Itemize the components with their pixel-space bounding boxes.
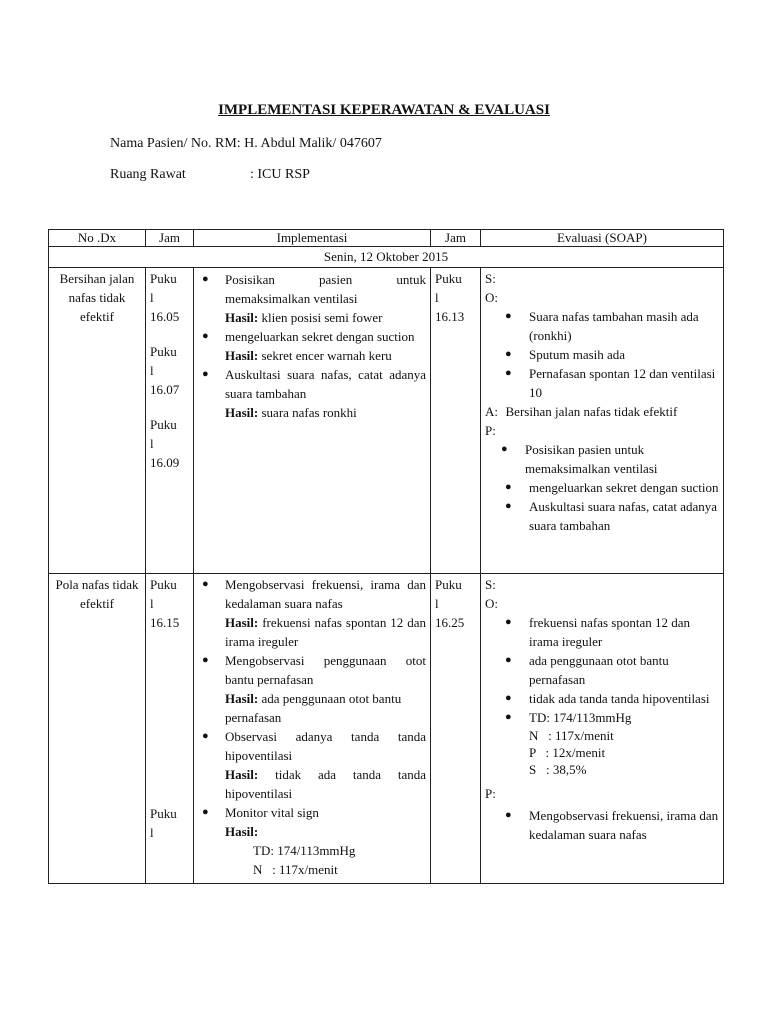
result-text: ada penggunaan otot bantu pernafasan [225, 691, 402, 725]
bullet-icon: ● [202, 654, 209, 666]
table-row [49, 268, 724, 574]
bullet-icon: ● [505, 481, 512, 493]
list-item [485, 613, 719, 651]
bullet-icon: ● [202, 368, 209, 380]
result-label: Hasil: [225, 310, 259, 325]
bullet-icon: ● [202, 273, 209, 285]
time-text: l [435, 290, 439, 305]
list-item [198, 270, 426, 327]
action-text: Mengobservasi frekuensi, irama dan kedalaman suara nafas [225, 577, 426, 611]
list-item [198, 575, 426, 651]
objective-list [485, 613, 719, 727]
bullet-icon: ● [505, 500, 512, 512]
bullet-icon: ● [202, 578, 209, 590]
time-value: 16.07 [150, 382, 180, 397]
result-text: klien posisi semi fower [261, 310, 383, 325]
list-item [485, 806, 719, 844]
result-label: Hasil: [225, 348, 259, 363]
objective-text: frekuensi nafas spontan 12 dan irama ireguler [529, 615, 691, 649]
result-line [225, 765, 426, 803]
bullet-icon: ● [505, 654, 512, 666]
result-line [225, 308, 426, 327]
action-text: Observasi adanya tanda tanda hipoventilasi [225, 729, 426, 763]
time-value: 16.13 [435, 309, 465, 324]
patient-line [110, 136, 670, 152]
result-line [225, 613, 426, 651]
result-text: suara nafas ronkhi [261, 405, 357, 420]
bullet-icon: ● [505, 692, 512, 704]
bullet-icon: ● [202, 806, 209, 818]
list-item [485, 364, 719, 402]
header-jam-eval: Jam [431, 230, 481, 247]
implementation-cell [194, 574, 431, 884]
vital-sign-value: S : 38,5% [529, 762, 587, 777]
evaluation-cell [481, 268, 724, 574]
room-line [110, 167, 670, 183]
header-no-dx: No .Dx [49, 230, 146, 247]
list-item [485, 708, 719, 727]
time-text: l [150, 290, 154, 305]
plan-text: Posisikan pasien untuk memaksimalkan ventilasi [525, 442, 658, 476]
bullet-icon: ● [202, 330, 209, 342]
action-text: Monitor vital sign [225, 805, 319, 820]
list-item [485, 307, 719, 345]
time-entry [150, 342, 189, 399]
result-line [225, 403, 426, 422]
time-text: l [150, 436, 154, 451]
diagnosis-cell: Pola nafas tidak efektif [49, 574, 146, 884]
objective-list [485, 307, 719, 402]
list-item [485, 497, 719, 535]
bullet-icon: ● [505, 616, 512, 628]
implementation-list [198, 270, 426, 422]
time-cell [146, 268, 194, 574]
list-item [198, 651, 426, 727]
soap-a [485, 402, 719, 421]
objective-text: Sputum masih ada [529, 347, 626, 362]
list-item [485, 345, 719, 364]
time-text: Puku [150, 271, 177, 286]
result-line [225, 346, 426, 365]
time-text: l [150, 363, 154, 378]
result-label: Hasil: [225, 824, 259, 839]
list-item [485, 651, 719, 689]
plan-text: Mengobservasi frekuensi, irama dan kedalaman suara nafas [529, 808, 719, 842]
plan-list [485, 440, 719, 535]
time-value: 16.05 [150, 309, 180, 324]
time-text: l [150, 825, 154, 840]
date-row [49, 247, 724, 268]
time-text: l [150, 596, 154, 611]
vital-sign-value: P : 12x/menit [529, 745, 606, 760]
time-text: Puku [150, 577, 177, 592]
time-text: Puku [435, 271, 462, 286]
result-text: frekuensi nafas spontan 12 dan irama ireguler [225, 615, 426, 649]
plan-text: Auskultasi suara nafas, catat adanya suara tambahan [529, 499, 718, 533]
time-text: l [435, 596, 439, 611]
objective-text: TD: 174/113mmHg [529, 710, 632, 725]
bullet-icon: ● [505, 809, 512, 821]
header-jam: Jam [146, 230, 194, 247]
result-text: sekret encer warnah keru [261, 348, 392, 363]
time-entry [150, 415, 189, 472]
action-text: Posisikan pasien untuk memaksimalkan ventilasi [225, 272, 426, 306]
time-text: Puku [150, 417, 177, 432]
result-text: tidak ada tanda tanda hipoventilasi [225, 767, 426, 801]
soap-s: S: [485, 271, 496, 286]
action-text: mengeluarkan sekret dengan suction [225, 329, 415, 344]
result-line [225, 822, 426, 841]
assessment-text: Bersihan jalan nafas tidak efektif [505, 404, 678, 419]
list-item [485, 689, 719, 708]
time-entry [150, 269, 189, 326]
list-item [485, 478, 719, 497]
room-value: : ICU RSP [250, 167, 310, 182]
room-label: Ruang Rawat [110, 167, 186, 182]
list-item [198, 803, 426, 879]
list-item [198, 727, 426, 803]
evaluation-cell [481, 574, 724, 884]
implementation-table [48, 229, 724, 884]
diagnosis-cell: Bersihan jalan nafas tidak efektif [49, 268, 146, 574]
patient-value: H. Abdul Malik/ 047607 [244, 136, 382, 151]
time-text: Puku [150, 806, 177, 821]
vital-sign-value: TD: 174/113mmHg [253, 843, 356, 858]
bullet-icon: ● [501, 443, 508, 455]
soap-p: P: [485, 786, 496, 801]
result-label: Hasil: [225, 767, 259, 782]
time-entry [150, 575, 189, 632]
table-header-row [49, 230, 724, 247]
action-text: Auskultasi suara nafas, catat adanya suara tambahan [225, 367, 426, 401]
soap-s: S: [485, 577, 496, 592]
vital-sign-value: N : 117x/menit [529, 728, 614, 743]
bullet-icon: ● [202, 730, 209, 742]
vital-sign-value: N : 117x/menit [253, 862, 338, 877]
implementation-cell [194, 268, 431, 574]
eval-time-cell [431, 268, 481, 574]
bullet-icon: ● [505, 367, 512, 379]
document-title: IMPLEMENTASI KEPERAWATAN & EVALUASI [218, 102, 550, 118]
bullet-icon: ● [505, 348, 512, 360]
result-label: Hasil: [225, 405, 259, 420]
time-value: 16.15 [150, 615, 180, 630]
table-row [49, 574, 724, 884]
plan-text: mengeluarkan sekret dengan suction [529, 480, 719, 495]
soap-o: O: [485, 596, 498, 611]
list-item [198, 327, 426, 365]
header-implementasi: Implementasi [194, 230, 431, 247]
time-value: 16.25 [435, 615, 465, 630]
time-cell [146, 574, 194, 884]
time-text: Puku [435, 577, 462, 592]
plan-list [485, 806, 719, 844]
implementation-list [198, 575, 426, 879]
time-text: Puku [150, 344, 177, 359]
objective-text: tidak ada tanda tanda hipoventilasi [529, 691, 710, 706]
patient-label: Nama Pasien/ No. RM: [110, 136, 241, 151]
objective-text: Suara nafas tambahan masih ada (ronkhi) [529, 309, 699, 343]
soap-a-label: A: [485, 404, 498, 419]
objective-text: ada penggunaan otot bantu pernafasan [529, 653, 669, 687]
action-text: Mengobservasi penggunaan otot bantu pernafasan [225, 653, 426, 687]
bullet-icon: ● [505, 310, 512, 322]
list-item [198, 365, 426, 422]
soap-p: P: [485, 423, 496, 438]
result-label: Hasil: [225, 615, 259, 630]
objective-text: Pernafasan spontan 12 dan ventilasi 10 [529, 366, 716, 400]
eval-time-cell [431, 574, 481, 884]
list-item [485, 440, 719, 478]
bullet-icon: ● [505, 711, 512, 723]
time-entry [150, 804, 189, 842]
soap-o: O: [485, 290, 498, 305]
result-label: Hasil: [225, 691, 259, 706]
result-line [225, 689, 426, 727]
header-evaluasi: Evaluasi (SOAP) [481, 230, 724, 247]
date-cell: Senin, 12 Oktober 2015 [49, 247, 724, 268]
time-value: 16.09 [150, 455, 180, 470]
